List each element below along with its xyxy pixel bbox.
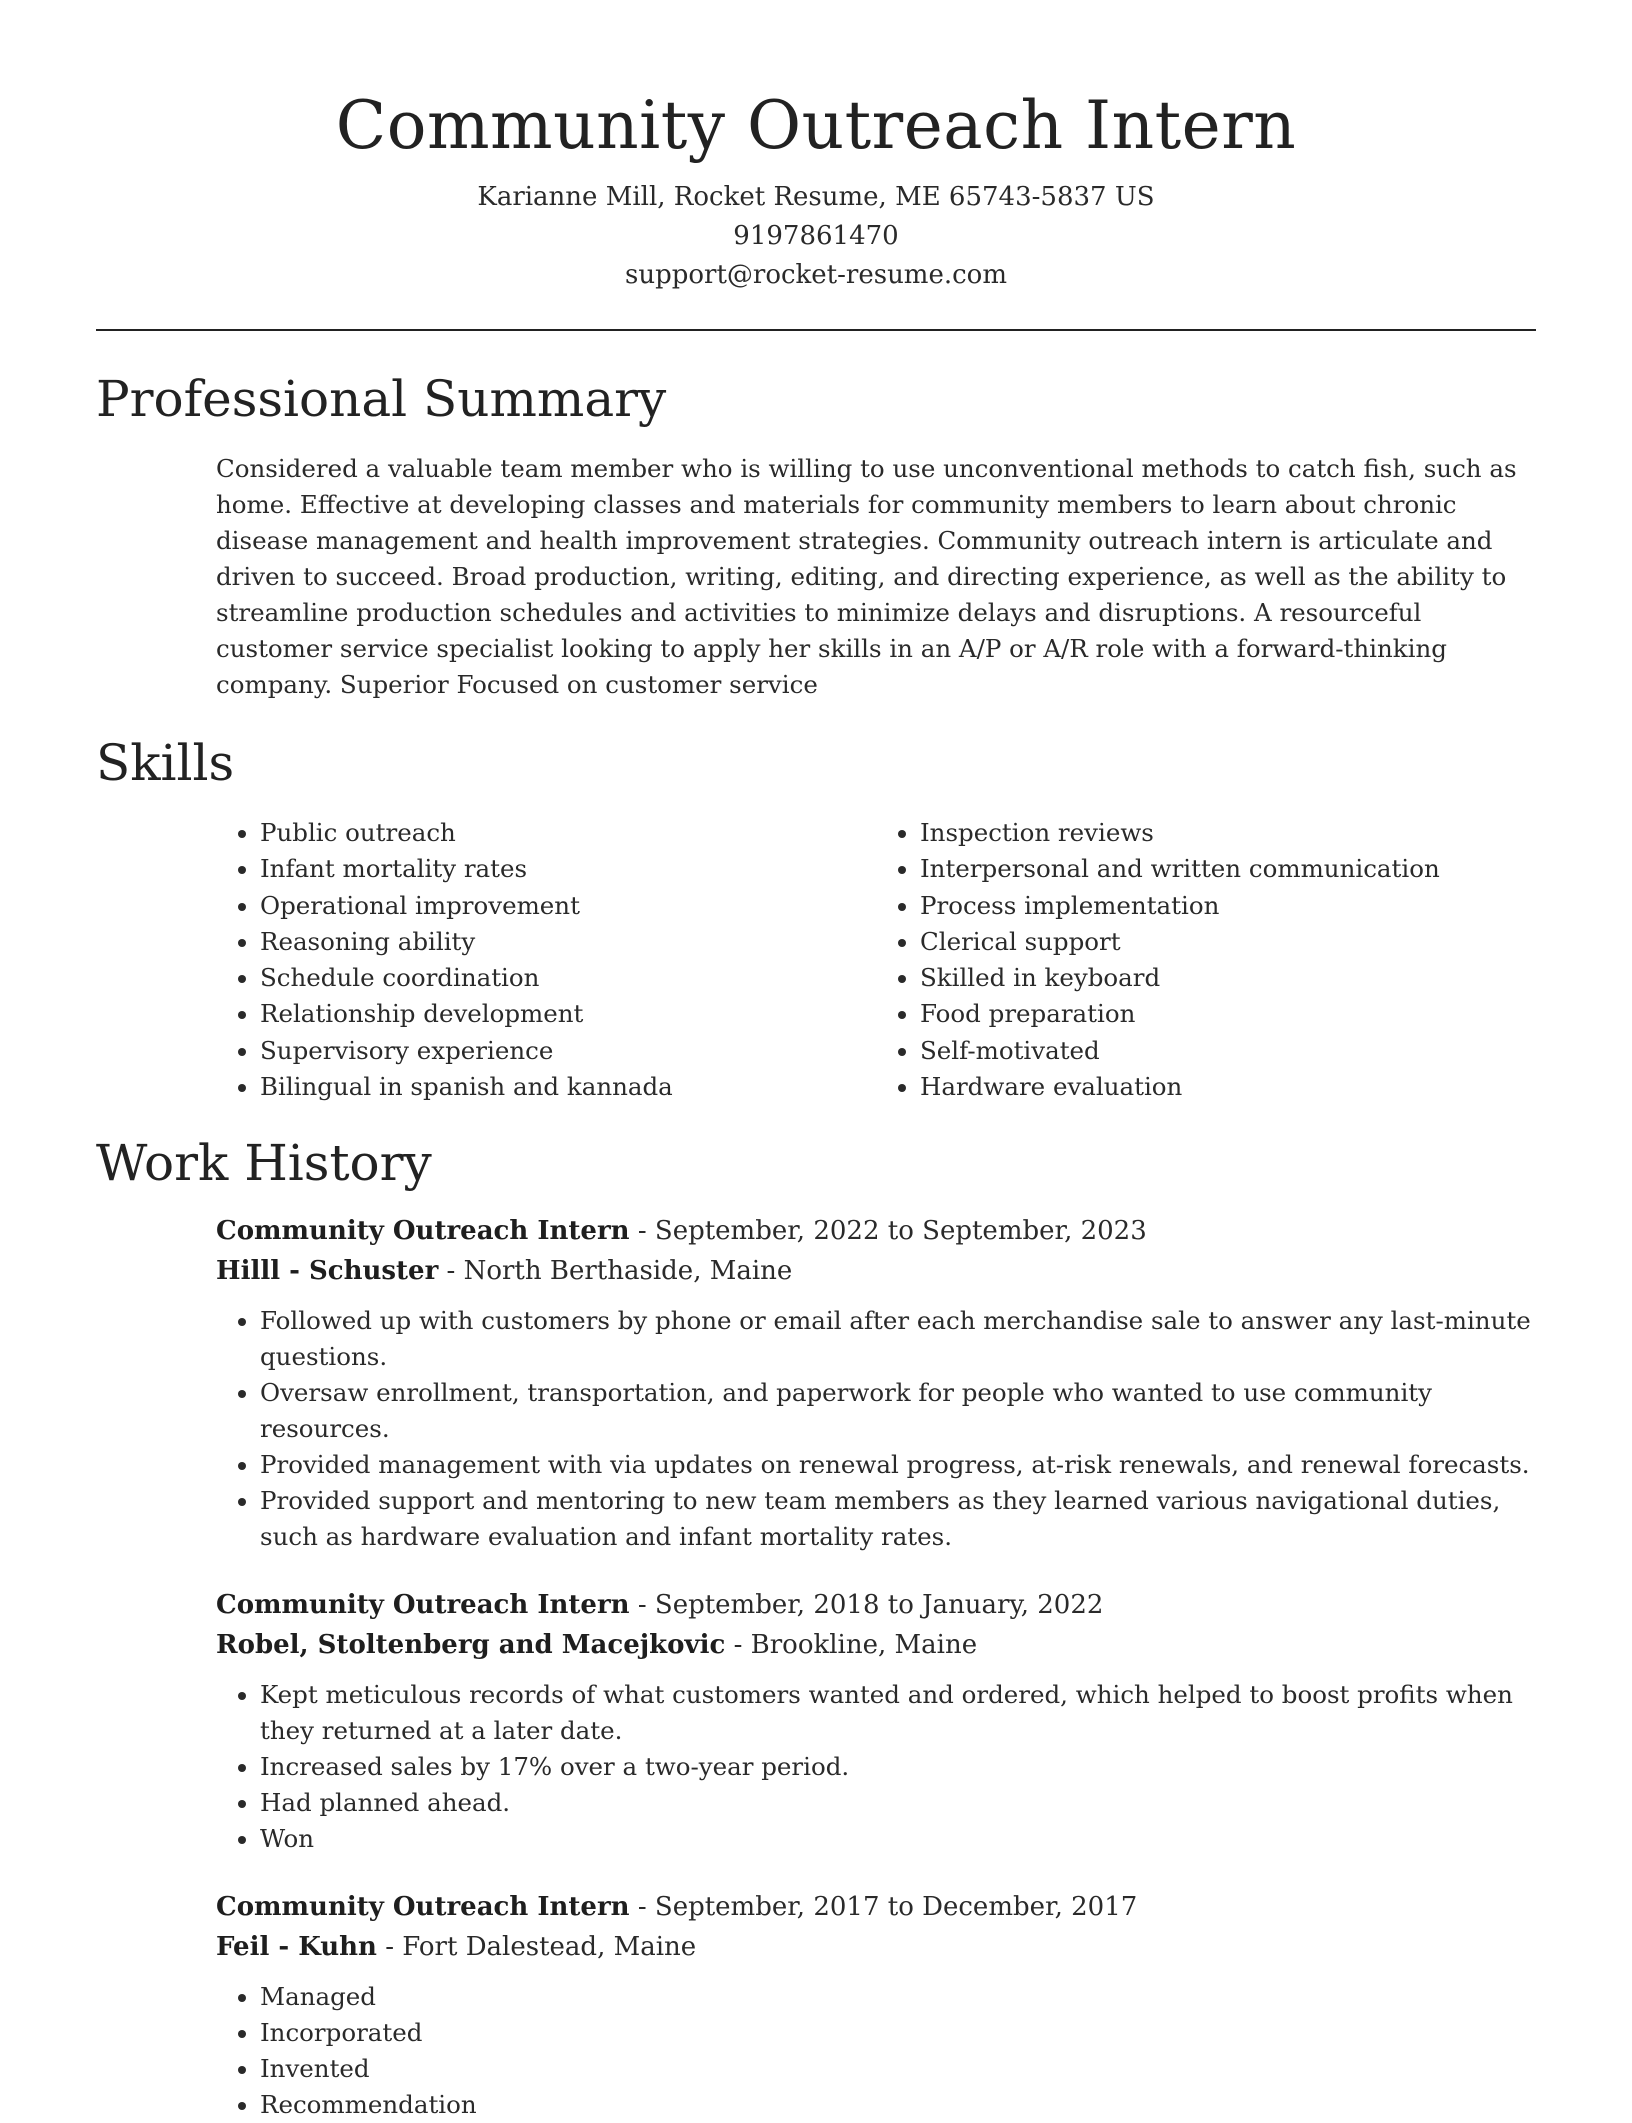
skill-item: • Reasoning ability	[260, 924, 876, 960]
skill-item: • Self-motivated	[920, 1033, 1536, 1069]
job-dates: - September, 2022 to September, 2023	[629, 1216, 1147, 1247]
job-location: - North Berthaside, Maine	[438, 1256, 793, 1287]
job-entry	[216, 1887, 1536, 2123]
skill-item: • Bilingual in spanish and kannada	[260, 1069, 876, 1105]
job-dates: - September, 2017 to December, 2017	[629, 1892, 1138, 1923]
job-location: - Fort Dalestead, Maine	[376, 1932, 697, 1963]
job-bullets	[216, 1303, 1536, 1555]
job-title-line	[216, 1211, 1536, 1251]
job-bullet: • Had planned ahead.	[260, 1785, 1536, 1821]
skill-item: • Clerical support	[920, 924, 1536, 960]
resume-page	[96, 0, 1536, 2123]
job-bullet: • Increased sales by 17% over a two-year period.	[260, 1749, 1536, 1785]
skill-item: • Hardware evaluation	[920, 1069, 1536, 1105]
skill-item: • Infant mortality rates	[260, 851, 876, 887]
skills-column-right	[876, 815, 1536, 1105]
skills-section	[96, 731, 1536, 1105]
job-title: Community Outreach Intern	[216, 1892, 630, 1923]
job-title-line	[216, 1887, 1536, 1927]
header-divider	[96, 329, 1536, 331]
job-location: - Brookline, Maine	[725, 1630, 978, 1661]
professional-summary-heading: Professional Summary	[96, 370, 667, 428]
job-bullet: • Recommendation	[260, 2087, 1536, 2123]
job-bullet: • Managed	[260, 1979, 1536, 2015]
skill-item: • Inspection reviews	[920, 815, 1536, 851]
work-history-section	[96, 1131, 1536, 2123]
job-bullet: • Provided management with via updates on renewal progress, at-risk renewals, and renewal forecasts.	[260, 1447, 1536, 1483]
skills-column-left	[216, 815, 876, 1105]
job-bullet: • Kept meticulous records of what customers wanted and ordered, which helped to boost profits when they returned at a later date.	[260, 1677, 1536, 1749]
contact-email: support@rocket-resume.com	[624, 260, 1007, 290]
skill-item: • Schedule coordination	[260, 960, 876, 996]
job-bullet: • Oversaw enrollment, transportation, and paperwork for people who wanted to use community resources.	[260, 1375, 1536, 1447]
job-company: Hilll - Schuster	[216, 1256, 439, 1287]
job-company-line	[216, 1927, 1536, 1967]
job-title: Community Outreach Intern	[216, 1216, 630, 1247]
job-bullet: • Incorporated	[260, 2015, 1536, 2051]
contact-info	[96, 178, 1536, 295]
skill-item: • Skilled in keyboard	[920, 960, 1536, 996]
contact-address: Karianne Mill, Rocket Resume, ME 65743-5837 US	[477, 182, 1155, 212]
job-bullet: • Followed up with customers by phone or email after each merchandise sale to answer any last-minute questions.	[260, 1303, 1536, 1375]
skill-item: • Supervisory experience	[260, 1033, 876, 1069]
job-dates: - September, 2018 to January, 2022	[629, 1590, 1104, 1621]
job-title: Community Outreach Intern	[216, 1590, 630, 1621]
job-bullets	[216, 1979, 1536, 2123]
skills-heading: Skills	[96, 734, 235, 792]
skills-grid	[216, 815, 1536, 1105]
professional-summary-section	[96, 367, 1536, 703]
job-bullet: • Won	[260, 1821, 1536, 1857]
job-title-line	[216, 1585, 1536, 1625]
resume-title: Community Outreach Intern	[335, 87, 1297, 164]
skill-item: • Relationship development	[260, 996, 876, 1032]
job-company-line	[216, 1625, 1536, 1665]
job-entry	[216, 1585, 1536, 1857]
job-entry	[216, 1211, 1536, 1555]
skill-item: • Interpersonal and written communication	[920, 851, 1536, 887]
contact-phone: 9197861470	[733, 221, 899, 251]
skill-item: • Food preparation	[920, 996, 1536, 1032]
job-company: Feil - Kuhn	[216, 1932, 377, 1963]
job-company: Robel, Stoltenberg and Macejkovic	[216, 1630, 726, 1661]
skill-item: • Operational improvement	[260, 888, 876, 924]
work-history-heading: Work History	[96, 1134, 432, 1193]
job-bullets	[216, 1677, 1536, 1857]
job-bullet: • Invented	[260, 2051, 1536, 2087]
job-bullet: • Provided support and mentoring to new team members as they learned various navigational duties, such as hardware evaluation and infant mortality rates.	[260, 1483, 1536, 1555]
skill-item: • Process implementation	[920, 888, 1536, 924]
professional-summary-text: Considered a valuable team member who is willing to use unconventional methods to catch fish, such as home. Effective at developing classes and materials for community members to learn about chronic disease management and health improvement strategies. Community outreach intern is articulate and driven to succeed. Broad production, writing, editing, and directing experience, as well as the ability to streamline production schedules and activities to minimize delays and disruptions. A resourceful customer service specialist looking to apply her skills in an A/P or A/R role with a forward-thinking company. Superior Focused on customer service	[216, 454, 1517, 699]
skill-item: • Public outreach	[260, 815, 876, 851]
resume-header	[96, 0, 1536, 295]
job-company-line	[216, 1251, 1536, 1291]
